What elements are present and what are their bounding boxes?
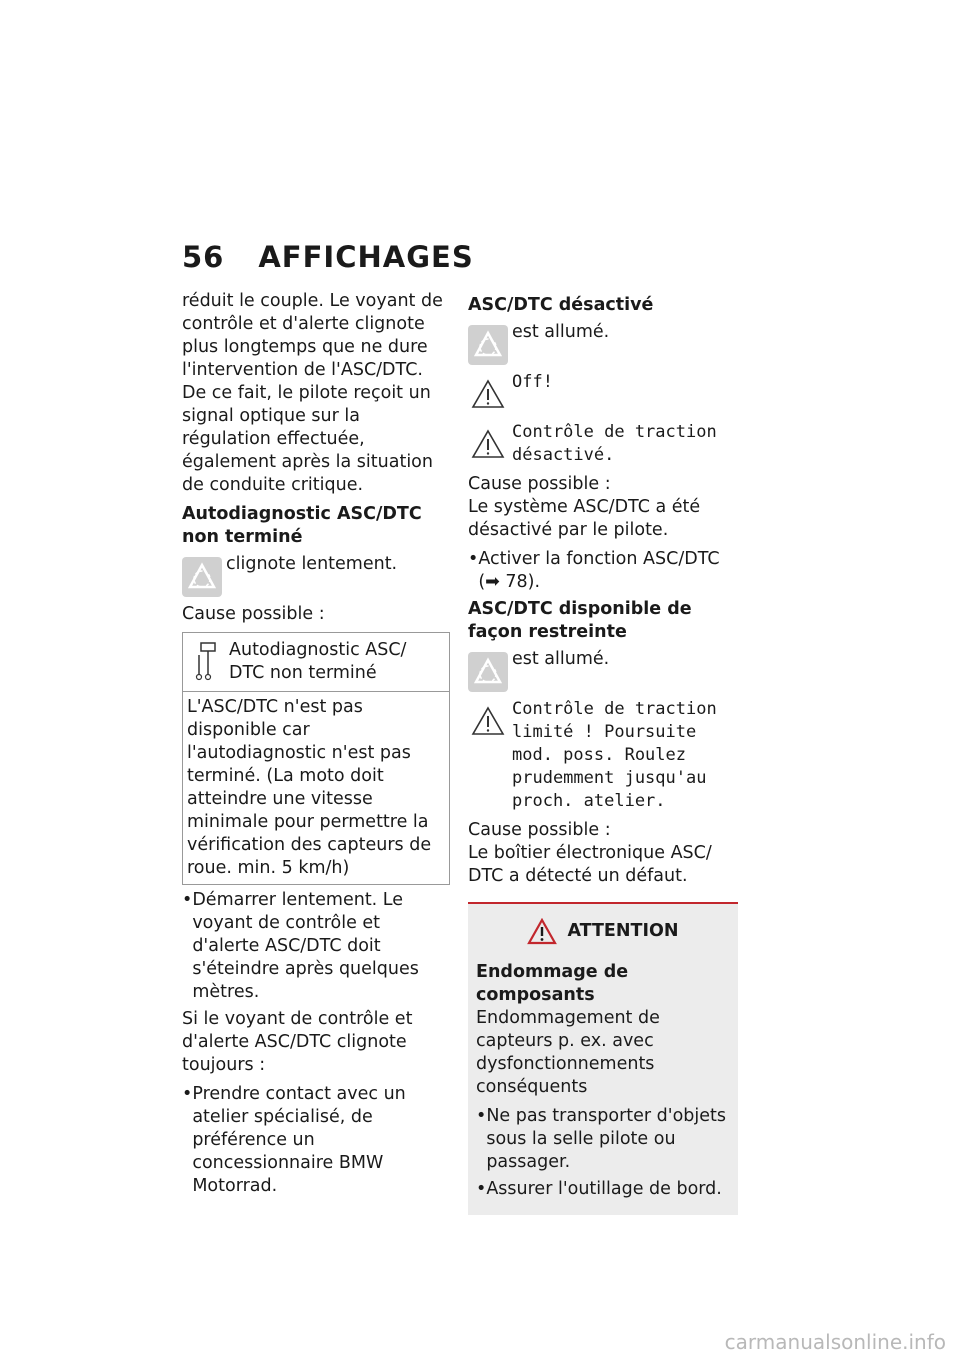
right-column xyxy=(468,290,738,1215)
page-title: AFFICHAGES xyxy=(258,240,474,274)
page-header xyxy=(182,240,474,274)
display-restricted-text: Contrôle de traction limité ! Poursuite mod. poss. Roulez prudemment jusqu'au proch. atelier. xyxy=(512,699,717,811)
list-item: • Ne pas transporter d'objets sous la selle pilote ou passager. xyxy=(476,1106,726,1172)
display-off-row xyxy=(468,371,738,415)
display-disabled-text: Contrôle de traction désactivé. xyxy=(512,422,717,465)
intro-paragraph: réduit le couple. Le voyant de contrôle et d'alerte clignote plus longtemps que ne dure l'intervention de l'ASC/DTC. De ce fait, le pilote reçoit un signal optique sur la régulation effectuée, également après la situation de conduite critique. xyxy=(182,291,443,495)
list-item: • Activer la fonction ASC/DTC (➡ 78). xyxy=(468,549,720,592)
section-title-disabled: ASC/DTC désactivé xyxy=(468,295,654,315)
left-column xyxy=(182,290,450,1202)
list-item: • Prendre contact avec un atelier spécialisé, de préférence un concessionnaire BMW Motorrad. xyxy=(182,1084,406,1196)
warning-triangle-icon xyxy=(468,375,508,415)
disabled-indicator-row xyxy=(468,321,738,365)
cause-label: Cause possible : Le boîtier électronique ASC/ DTC a détecté un défaut. xyxy=(468,820,712,886)
restricted-indicator-text: est allumé. xyxy=(512,649,610,669)
warning-triangle-icon xyxy=(527,918,557,945)
asc-warning-icon xyxy=(182,557,222,597)
disabled-indicator-text: est allumé. xyxy=(512,322,610,342)
info-table xyxy=(182,632,450,885)
section-title-restricted: ASC/DTC disponible de façon restreinte xyxy=(468,599,692,642)
selftest-indicator-text: clignote lentement. xyxy=(226,554,398,574)
table-row-title: Autodiagnostic ASC/ DTC non terminé xyxy=(229,640,407,683)
list-item: • Démarrer lentement. Le voyant de contrôle et d'alerte ASC/DTC doit s'éteindre après quelques mètres. xyxy=(182,890,419,1002)
warning-triangle-icon xyxy=(468,425,508,465)
warning-title: ATTENTION xyxy=(567,921,679,941)
paragraph-still-flashing: Si le voyant de contrôle et d'alerte ASC/DTC clignote toujours : xyxy=(182,1009,413,1075)
warning-box xyxy=(468,902,738,1215)
asc-warning-icon xyxy=(468,652,508,692)
asc-warning-icon xyxy=(468,325,508,365)
section-title-selftest: Autodiagnostic ASC/DTC non terminé xyxy=(182,504,422,547)
warning-text: Endommagement de capteurs p. ex. avec dysfonctionnements conséquents xyxy=(476,1008,660,1097)
display-off-text: Off! xyxy=(512,372,553,392)
warning-header xyxy=(476,918,730,945)
display-restricted-row xyxy=(468,698,738,813)
list-item: • Assurer l'outillage de bord. xyxy=(476,1179,722,1199)
warning-triangle-icon xyxy=(468,702,508,742)
sensor-icon xyxy=(187,639,229,683)
warning-subtitle: Endommage de composants xyxy=(476,962,629,1005)
arrow-ref-icon: (➡ xyxy=(478,572,506,592)
selftest-indicator-row xyxy=(182,553,450,597)
table-row-description: L'ASC/DTC n'est pas disponible car l'autodiagnostic n'est pas terminé. (La moto doit atteindre une vitesse minimale pour permettre la vérification des capteurs de roue. min. 5 km/h) xyxy=(187,697,432,878)
restricted-indicator-row xyxy=(468,648,738,692)
cause-label: Cause possible : xyxy=(182,604,325,624)
cause-label: Cause possible : Le système ASC/DTC a été désactivé par le pilote. xyxy=(468,474,701,540)
display-disabled-row xyxy=(468,421,738,467)
page-number: 56 xyxy=(182,240,225,274)
watermark: carmanualsonline.info xyxy=(724,1330,946,1354)
